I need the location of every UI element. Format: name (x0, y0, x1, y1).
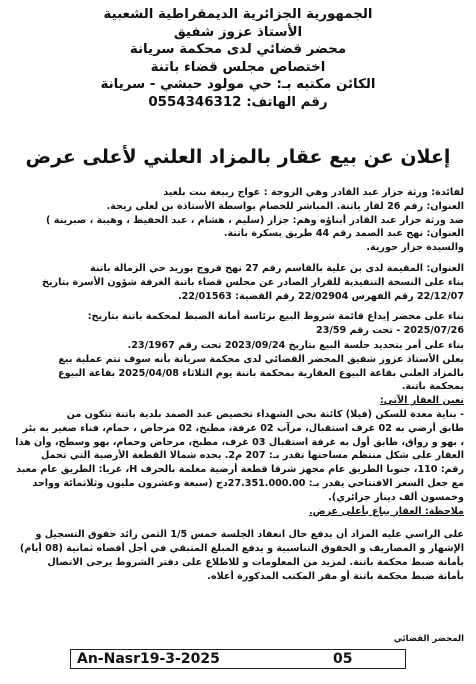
announcement-headline: إعلان عن بيع عقار بالمزاد العلني لأعلى عرض (25, 146, 451, 168)
body-line: العقار على شكل منتظم مساحتها تقدر بـ: 207 م2. يحده شمالا القطعة الأرضية التي تحمل (41, 450, 464, 462)
phone-label: رقم الهاتف: (246, 94, 328, 110)
body-line: بمحكمة باتنة. (401, 381, 464, 393)
body-line: وخمسون ألف دينار جزائري). (328, 491, 464, 503)
phone-number: 0554346312 (148, 94, 242, 110)
bailiff-jurisdiction: اختصاص مجلس قضاء باتنة (150, 59, 326, 75)
newspaper-footer (70, 649, 406, 669)
body-line: - بناية معدة للسكن (فيلا) كائنة بحي الشهداء تخصيص عبد الصمد بلدية باتنة تتكون من (66, 408, 464, 420)
body-line: ضد ورثة جزار عبد القادر أبناؤه وهم: جزار (سليم ، هشام ، عبد الحفيظ ، وهيبة ، صبرينة ) (46, 214, 464, 226)
republic-name: الجمهورية الجزائرية الديمقراطية الشعبية (103, 7, 373, 22)
body-line: يعلن الأستاذ عزوز شفيق المحضر القضائي لدى محكمة سريانة بأنه سوف تتم عملية بيع (58, 353, 464, 365)
page-number: 05 (333, 651, 353, 667)
body-line: الإشهار و المصاريف و الحقوق التناسبية و يدفع المبلغ المتبقي في أجل أقصاه ثمانية (08 أيام) (19, 543, 464, 555)
body-line: ، بهو و رواق، طابق أول به غرفة استقبال 03 غرف، مطبخ، مرحاض وحمام، بهو وسطح، وأن هذا (15, 436, 464, 448)
body-line: طابق أرضي به 02 غرف استقبال، مرآب 02 غرفة، مطبخ، 02 مرحاض ، حمام، فناء صغير به بئر (22, 422, 464, 434)
publication-date-label: An-Nasr19-3-2025 (77, 651, 220, 667)
body-line: العنوان: رقم 26 لقار باتنة. المباشر للخصام بواسطة الأستاذة بن لعلى ريحة. (106, 200, 464, 212)
body-line: بناء على أمر بتحديد جلسة البيع بتاريخ 2023/09/24 تحت رقم 23/1967. (127, 339, 464, 351)
bailiff-title: محضر قضائي لدى محكمة سريانة (129, 42, 347, 57)
body-line: بالمزاد العلني بقاعة البيوع العقارية بمحكمة باتنة يوم الثلاثاء 2025/04/08 بقاعة البيوع (58, 367, 464, 379)
body-line: بناء على محضر إيداع قائمة شروط البيع برئاسة أمانة الضبط لمحكمة باتنة بتاريخ: (87, 311, 464, 323)
phone-line (20, 94, 456, 112)
note-line: ملاحظة: العقار يباع بأعلى عرض. (309, 505, 464, 517)
bailiff-name: الأستاذ عزوز شفيق (173, 24, 303, 40)
body-line: العنوان: نهج عبد الصمد رقم 44 طريق بسكرة باتنة. (223, 228, 464, 240)
body-line: على الراسي عليه المزاد أن يدفع حال انعقاد الجلسة خمس 1/5 الثمن زائد حقوق التسجيل و (35, 529, 464, 541)
office-address: الكائن مكتبه بـ: حي مولود حبشي - سريانة (100, 77, 376, 92)
signature-label: المحضر القضائي (393, 634, 464, 644)
body-line: بناء على النسخة التنفيذية للقرار الصادر عن مجلس قضاء باتنة الغرفة شؤون الأسرة بتاريخ (42, 276, 464, 288)
body-line: 2025/07/26 - تحت رقم 23/59 (316, 325, 464, 337)
announcement-body (12, 186, 464, 584)
opening-price-line: مع جعل السعر الافتتاحي يقدر بـ: 27.351.000.00دج (سبعة وعشرون مليون وثلاثمائة وواحد (32, 477, 464, 489)
body-line: العنوان: المقيمة لدى بن علية بالقاسم رقم 27 نهج فروج بوزيد حي الزمالة باتنة (90, 262, 464, 274)
body-line: لفائدة: ورثة جزار عبد القادر وهي الزوجة : عواج ربيعة بنت بلعيد (163, 187, 464, 198)
body-line: بأمانة ضبط محكمة باتنة. لمزيد من المعلومات و للاطلاع على دفتر الشروط يرجى الاتصال (47, 556, 464, 568)
body-line: 22/12/07 رقم الفهرس 22/02904 رقم القضية: 22/01563. (177, 290, 464, 302)
body-line: بأمانة ضبط محكمة باتنة أو مقر المكتب المذكورة أعلاه. (207, 570, 464, 582)
body-line: والسيدة جزار حورية. (366, 242, 464, 254)
bailiff-header (20, 6, 456, 111)
property-heading: تعين العقار الآتي: (379, 395, 464, 407)
body-line: رقم: 110، جنوبا الطريق عام مجهز شرقا قطعة أرضية معلمة بالحرف H، غربا: الطريق عام معبد (16, 464, 464, 476)
